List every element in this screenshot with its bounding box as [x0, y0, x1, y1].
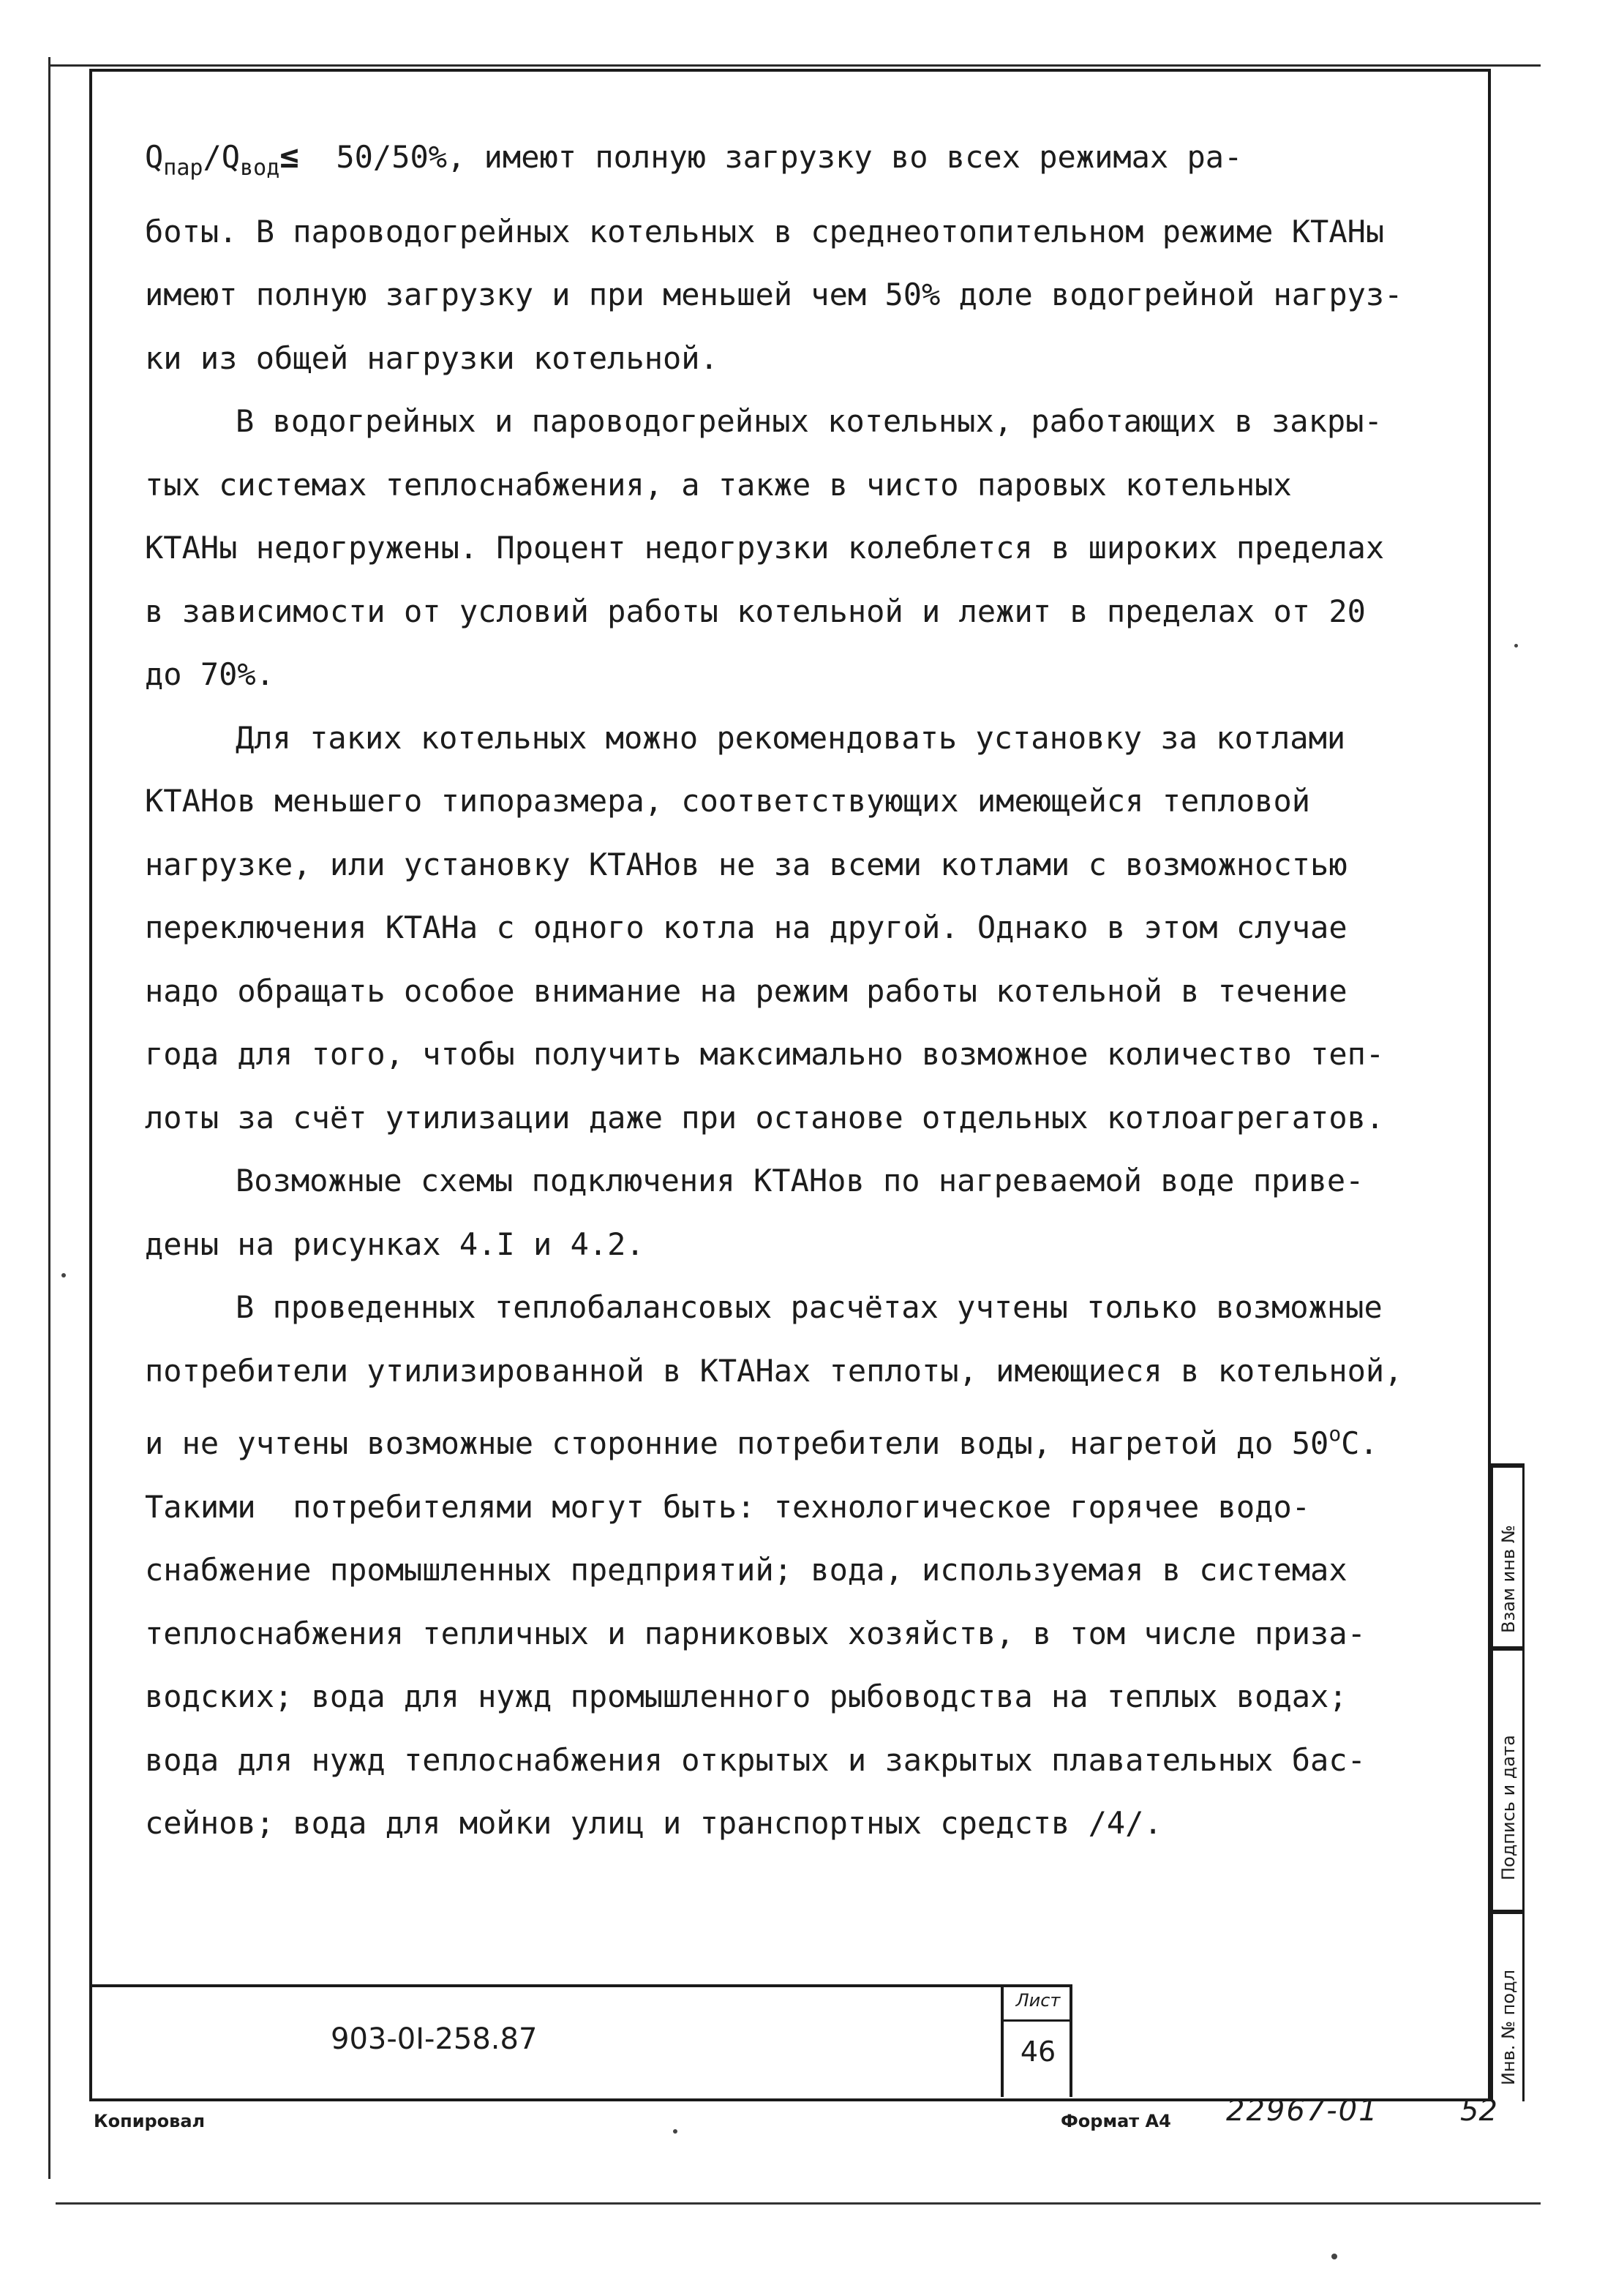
stamp-signature-date: Подпись и дата	[1498, 1735, 1519, 1880]
paragraph-start-line: Для таких котельных можно рекомендовать установку за котлами	[236, 719, 1346, 756]
text-line: КТАНов меньшего типоразмера, соответствующих имеющейся тепловой	[145, 783, 1311, 819]
text-line: года для того, чтобы получить максимально возможное количество теп-	[145, 1036, 1385, 1072]
ratio-rest: 50/50%, имеют полную загрузку во всех режимах ра-	[298, 139, 1243, 175]
text-line: водских; вода для нужд промышленного рыбоводства на теплых водах;	[145, 1678, 1347, 1714]
side-stamp-separator	[1491, 1646, 1525, 1651]
text-line: Такими потребителями могут быть: технологическое горячее водо-	[145, 1488, 1311, 1525]
text-line: потребители утилизированной в КТАНах теплоты, имеющиеся в котельной,	[145, 1352, 1403, 1389]
degree-line-text: и не учтены возможные сторонние потребители воды, нагретой до 50	[145, 1425, 1329, 1461]
text-line: вода для нужд теплоснабжения открытых и закрытых плавательных бас-	[145, 1741, 1366, 1778]
text-line-ratio	[145, 126, 1476, 200]
text-line: тых системах теплоснабжения, а также в чисто паровых котельных	[145, 466, 1292, 503]
paragraph-start-line: В водогрейных и пароводогрейных котельных, работающих в закры-	[236, 403, 1383, 439]
footer-format: Формат А4	[1061, 2111, 1171, 2131]
text-line: нагрузке, или установку КТАНов не за всеми котлами с возможностью	[145, 846, 1347, 882]
sheet-label: Лист	[1015, 1990, 1061, 2011]
text-line: снабжение промышленных предприятий; вода, используемая в системах	[145, 1552, 1347, 1588]
outer-frame-left-line	[48, 57, 50, 2179]
side-stamp-separator	[1491, 1910, 1525, 1914]
scan-speck	[61, 1273, 66, 1278]
paragraph-start-line: Возможные схемы подключения КТАНов по нагреваемой воде приве-	[236, 1163, 1364, 1198]
text-line: ки из общей нагрузки котельной.	[145, 339, 718, 376]
less-equal-sign: ≤	[279, 138, 299, 176]
ratio-slash: /	[203, 139, 222, 175]
ratio-sub-water: вод	[240, 155, 280, 181]
text-line: в зависимости от условий работы котельной и лежит в пределах от 20	[145, 593, 1366, 629]
text-line: сейнов; вода для мойки улиц и транспортных средств /4/.	[145, 1805, 1162, 1841]
degree-line-unit: С.	[1341, 1425, 1378, 1461]
side-stamp-separator	[1491, 1463, 1525, 1468]
text-line: теплоснабжения тепличных и парниковых хозяйств, в том числе приза-	[145, 1615, 1366, 1651]
sheet-number: 46	[1020, 2036, 1056, 2068]
text-line: имеют полную загрузку и при меньшей чем 50% доле водогрейной нагруз-	[145, 277, 1403, 312]
title-block	[92, 1984, 1072, 2097]
footer-copied-by: Копировал	[94, 2111, 206, 2131]
paragraph-start-line: В проведенных теплобалансовых расчётах учтены только возможные	[236, 1289, 1383, 1325]
ratio-q2: Q	[221, 139, 241, 175]
bottom-border-line	[56, 2202, 1541, 2205]
text-line: КТАНы недогружены. Процент недогрузки колеблется в широких пределах	[145, 530, 1385, 566]
text-line-degree	[145, 1403, 1476, 1476]
text-line: дены на рисунках 4.I и 4.2.	[145, 1226, 644, 1262]
body-text	[145, 126, 1476, 1856]
stamp-replacement-inv: Взам инв №	[1498, 1525, 1519, 1633]
text-line: лоты за счёт утилизации даже при останове отдельных котлоагрегатов.	[145, 1099, 1385, 1136]
degree-symbol: о	[1328, 1422, 1342, 1446]
text-line: переключения КТАНа с одного котла на другой. Однако в этом случае	[145, 909, 1347, 945]
scan-speck	[1514, 644, 1518, 648]
outer-frame-top-line	[48, 64, 1541, 67]
stamp-inv-original: Инв. № подл	[1498, 1970, 1519, 2085]
document-code: 903-0I-258.87	[331, 2022, 538, 2056]
footer-page-number: 52	[1460, 2094, 1497, 2128]
footer-inventory-number: 22967-01	[1226, 2094, 1379, 2128]
text-line: надо обращать особое внимание на режим работы котельной в течение	[145, 972, 1347, 1009]
scan-speck	[673, 2129, 677, 2134]
scan-speck	[1331, 2254, 1337, 2259]
text-line: до 70%.	[145, 656, 275, 692]
sheet-box-divider	[1004, 2019, 1070, 2022]
ratio-sub-steam: пар	[163, 155, 203, 181]
ratio-q1: Q	[145, 139, 164, 175]
text-line: боты. В пароводогрейных котельных в среднеотопительном режиме КТАНы	[145, 213, 1385, 250]
